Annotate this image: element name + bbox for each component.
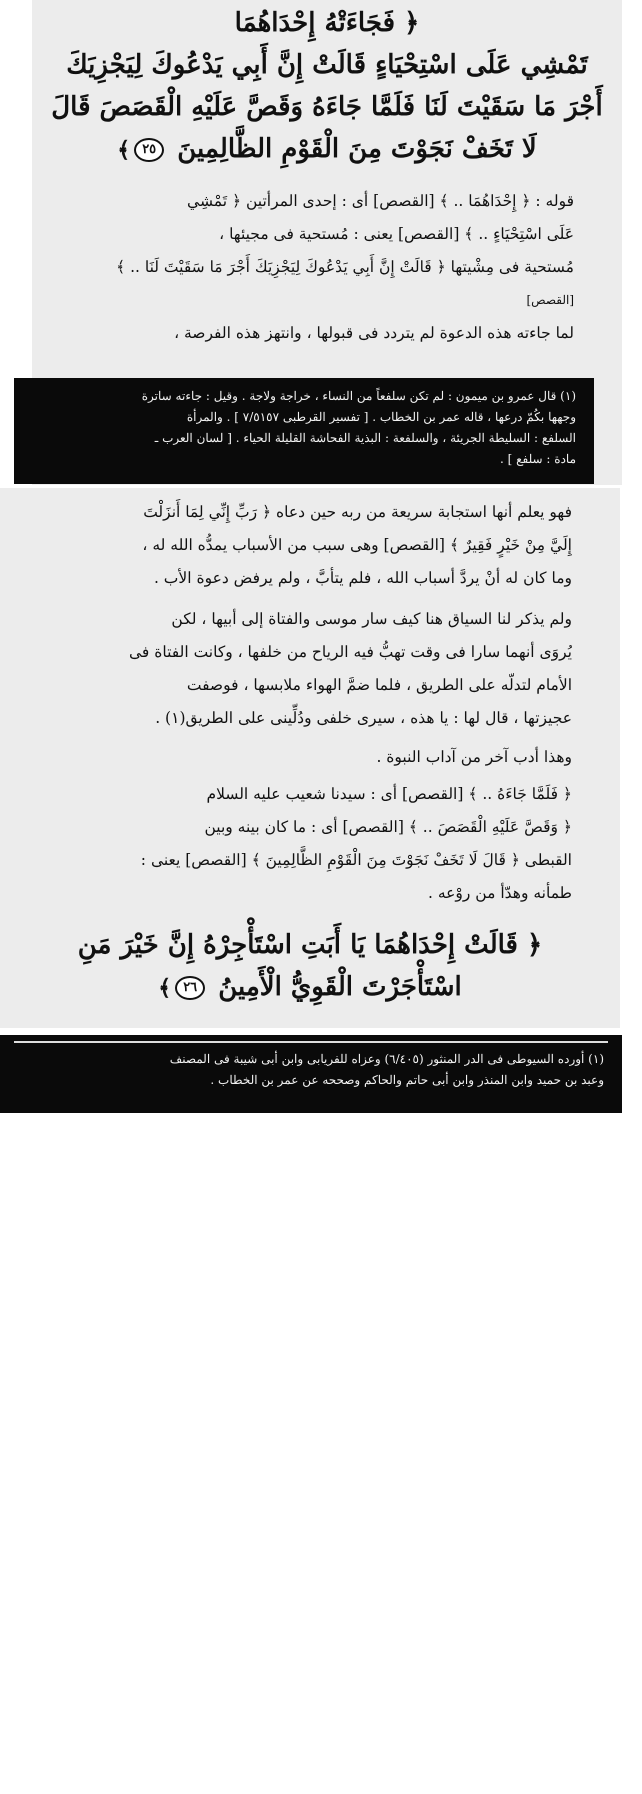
text-line: ﴿ فَلَمَّا جَاءَهُ .. ﴾ [القصص] أى : سيدنا شعيب عليه السلام bbox=[206, 785, 572, 803]
footnote-divider bbox=[14, 1041, 608, 1043]
verse-block-25 bbox=[32, 0, 622, 171]
footnote-line: مادة : سلفع ] . bbox=[500, 452, 576, 466]
ornament-icon: ﴾ bbox=[117, 137, 131, 163]
text-line: طمأنه وهدّأ من روْعه . bbox=[427, 884, 572, 902]
footnote-line: وعبد بن حميد وابن المنذر وابن أبى حاتم والحاكم وصححه عن عمر بن الخطاب . bbox=[210, 1073, 604, 1087]
text-line: قوله : ﴿ إِحْدَاهُمَا .. ﴾ [القصص] أى : إحدى المرأتين ﴿ تَمْشِي bbox=[187, 192, 574, 210]
verse-line: أَجْرَ مَا سَقَيْتَ لَنَا فَلَمَّا جَاءَهُ وَقَصَّ عَلَيْهِ الْقَصَصَ قَالَ bbox=[51, 92, 603, 122]
verse-line bbox=[32, 128, 622, 171]
footnote-line: وجهها بكُمّ درعها ، قاله عمر بن الخطاب . [ تفسير القرطبى ٧/٥١٥٧ ] . والمرأة bbox=[186, 410, 576, 424]
paragraph-1 bbox=[0, 488, 620, 595]
text-line: يُروَى أنهما سارا فى وقت تهبُّ فيه الرياح من خلفها ، وكانت الفتاة فى bbox=[129, 643, 572, 661]
verse-number-marker: ٢٥ bbox=[134, 138, 164, 162]
footnote-line: (١) قال عمرو بن ميمون : لم تكن سلفعاً من النساء ، خراجة ولاجة . وقيل : جاءته ساترة bbox=[141, 389, 576, 403]
paragraph-2 bbox=[0, 603, 620, 735]
text-line: الأمام لتدلّه على الطريق ، فلما ضمَّ الهواء ملابسها ، فوصفت bbox=[186, 676, 572, 694]
verse-line bbox=[0, 966, 620, 1009]
verse-line: تَمْشِي عَلَى اسْتِحْيَاءٍ قَالَتْ إِنَّ أَبِي يَدْعُوكَ لِيَجْزِيَكَ bbox=[66, 50, 588, 80]
text-line: إِلَيَّ مِنْ خَيْرٍ فَقِيرٌ ﴾ [القصص] وهى سبب من الأسباب يمدُّه الله له ، bbox=[142, 536, 572, 554]
verse-number-marker: ٢٦ bbox=[175, 976, 205, 1000]
text-line: القبطى ﴿ قَالَ لَا تَخَفْ نَجَوْتَ مِنَ الْقَوْمِ الظَّالِمِينَ ﴾ [القصص] يعنى : bbox=[140, 851, 572, 869]
text-line: وما كان له أنْ يردَّ أسباب الله ، فلم يتأبَّ ، ولم يرفض دعوة الأب . bbox=[153, 569, 572, 587]
text-line: عجيزتها ، قال لها : يا هذه ، سيرى خلفى ودُلِّينى على الطريق(١) . bbox=[155, 709, 572, 727]
paragraph-4 bbox=[0, 778, 620, 910]
verse-line: ﴿ فَجَاءَتْهُ إِحْدَاهُمَا bbox=[234, 8, 420, 38]
text-line: فهو يعلم أنها استجابة سريعة من ربه حين دعاه ﴿ رَبِّ إِنِّي لِمَا أَنزَلْتَ bbox=[143, 503, 572, 521]
footnote-line: السلفع : السليطة الجريئة ، والسلفعة : البذية الفحاشة القليلة الحياء . [ لسان العرب ـ bbox=[154, 431, 576, 445]
verse-line-text: اسْتَأْجَرْتَ الْقَوِيُّ الْأَمِينُ bbox=[218, 972, 462, 1002]
commentary-paragraph bbox=[32, 185, 622, 350]
footnote-line: (١) أورده السيوطى فى الدر المنثور (٦/٤٠٥) وعزاه للفريابى وابن أبى شيبة فى المصنف bbox=[169, 1052, 604, 1066]
text-line: لما جاءته هذه الدعوة لم يتردد فى قبولها ، وانتهز هذه الفرصة ، bbox=[174, 324, 574, 342]
footnote-band-2 bbox=[0, 1035, 622, 1113]
text-line: عَلَى اسْتِحْيَاءٍ .. ﴾ [القصص] يعنى : مُستحية فى مجيئها ، bbox=[219, 225, 574, 243]
verse-line: ﴿ قَالَتْ إِحْدَاهُمَا يَا أَبَتِ اسْتَأْجِرْهُ إِنَّ خَيْرَ مَنِ bbox=[77, 930, 543, 960]
text-line: وهذا أدب آخر من آداب النبوة . bbox=[376, 748, 572, 766]
ornament-icon: ﴾ bbox=[158, 975, 172, 1001]
text-line: مُستحية فى مِشْيتها ﴿ قَالَتْ إِنَّ أَبِي يَدْعُوكَ لِيَجْزِيَكَ أَجْرَ مَا سَقَيْتَ لَنَا .. ﴾ bbox=[116, 258, 574, 276]
verse-block-26 bbox=[0, 924, 620, 1009]
text-line: ﴿ وَقَصَّ عَلَيْهِ الْقَصَصَ .. ﴾ [القصص] أى : ما كان بينه وبين bbox=[204, 818, 572, 836]
page-bottom bbox=[0, 488, 620, 1028]
text-line: ولم يذكر لنا السياق هنا كيف سار موسى والفتاة إلى أبيها ، لكن bbox=[171, 610, 572, 628]
source-label: [القصص] bbox=[526, 293, 574, 307]
paragraph-3 bbox=[0, 741, 620, 774]
verse-line-text: لَا تَخَفْ نَجَوْتَ مِنَ الْقَوْمِ الظَّالِمِينَ bbox=[177, 134, 537, 164]
footnote-band-1 bbox=[14, 378, 594, 484]
